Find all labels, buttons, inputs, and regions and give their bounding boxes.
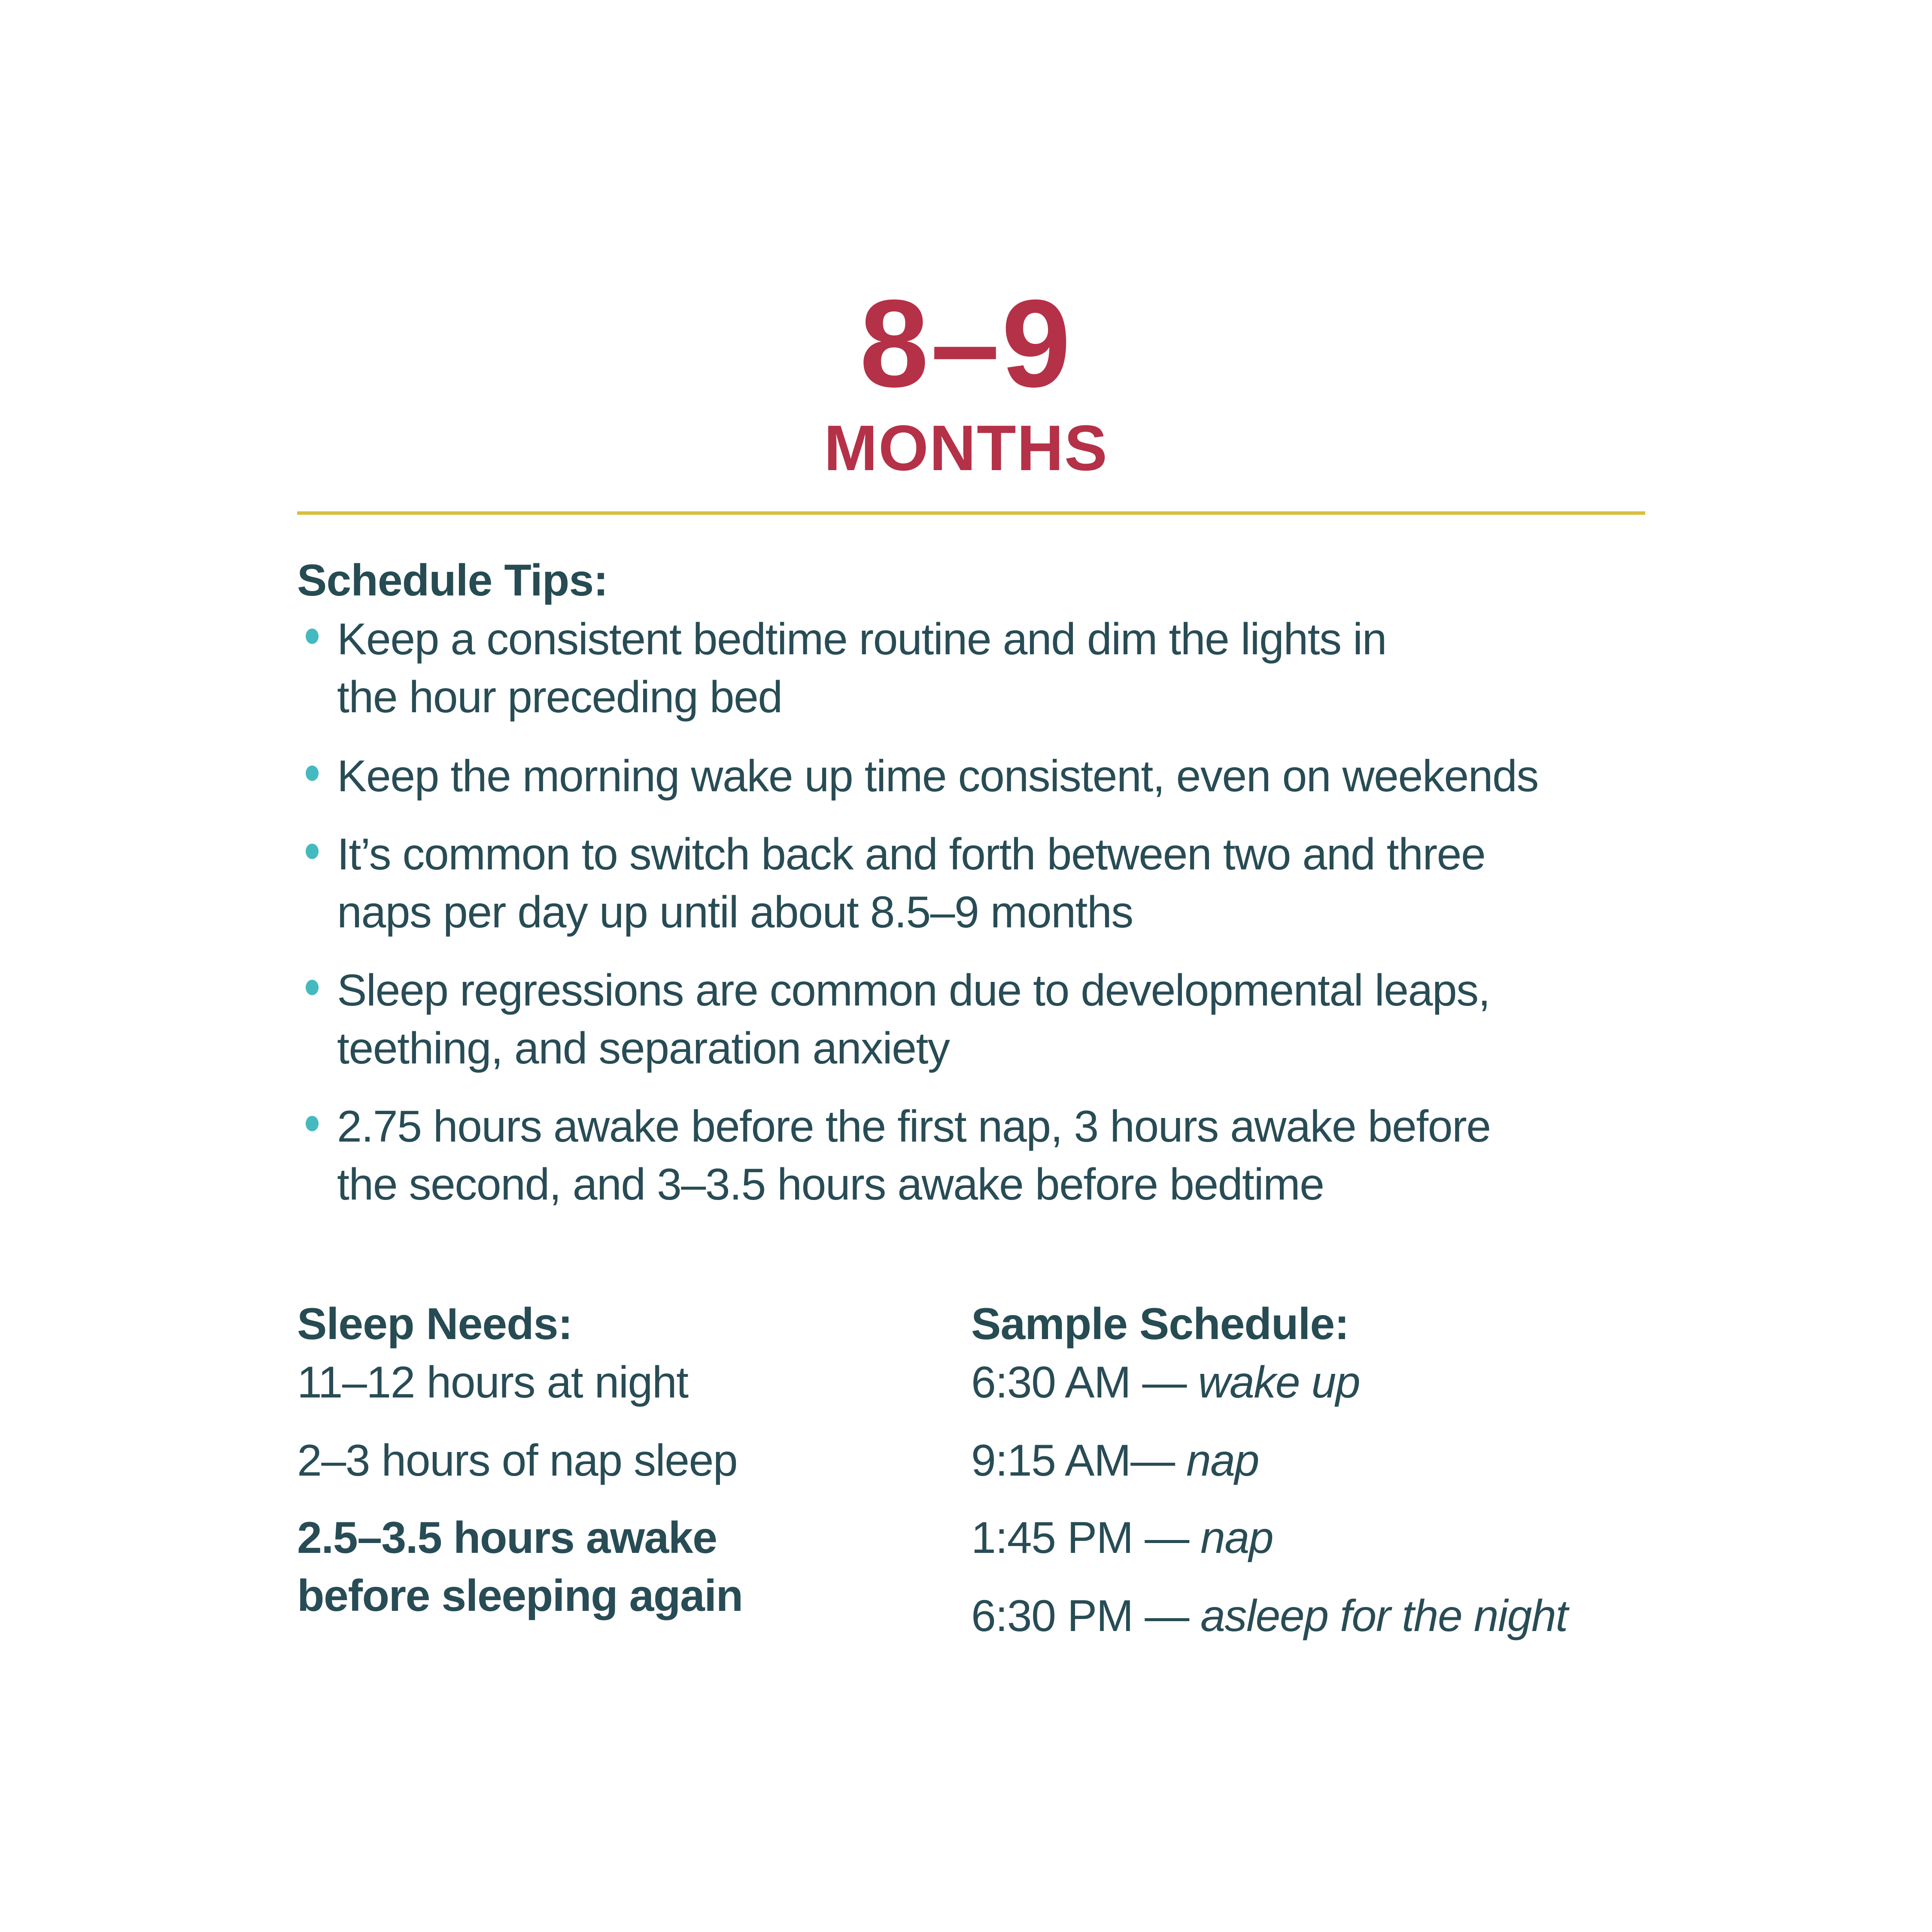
awake-window-line: 2.5–3.5 hours awake <box>297 1513 717 1563</box>
schedule-time: 1:45 PM — <box>971 1513 1201 1563</box>
schedule-activity: nap <box>1186 1436 1259 1485</box>
tip-line: teething, and separation anxiety <box>337 1024 950 1073</box>
schedule-entry <box>971 1513 1273 1563</box>
tip-line: Keep the morning wake up time consistent, even on weekends <box>337 751 1538 801</box>
schedule-tips-heading: Schedule Tips: <box>297 556 608 605</box>
tip-line: Keep a consistent bedtime routine and dim the lights in <box>337 614 1386 664</box>
tip-line: naps per day up until about 8.5–9 months <box>337 887 1133 937</box>
schedule-activity: asleep for the night <box>1200 1591 1567 1641</box>
bullet-icon <box>306 629 319 644</box>
schedule-entry <box>971 1591 1567 1641</box>
schedule-entry <box>971 1360 1360 1405</box>
bullet-icon <box>306 766 319 781</box>
tip-line: the second, and 3–3.5 hours awake before bedtime <box>337 1160 1324 1209</box>
sample-schedule-heading: Sample Schedule: <box>971 1299 1349 1349</box>
sleep-need-item: 2–3 hours of nap sleep <box>297 1436 738 1485</box>
schedule-time: 9:15 AM— <box>971 1436 1186 1485</box>
gold-divider <box>297 511 1645 515</box>
schedule-activity: wake up <box>1198 1358 1360 1407</box>
age-range-title: 8–9 <box>860 274 1072 413</box>
sleep-need-item: 11–12 hours at night <box>297 1358 688 1407</box>
age-unit-label: MONTHS <box>824 412 1108 484</box>
awake-window-line: before sleeping again <box>297 1571 743 1621</box>
schedule-activity: nap <box>1200 1513 1273 1563</box>
schedule-time: 6:30 AM — <box>971 1358 1198 1407</box>
schedule-time: 6:30 PM — <box>971 1591 1201 1641</box>
schedule-entry <box>971 1438 1259 1483</box>
bullet-icon <box>306 980 319 995</box>
sleep-needs-heading: Sleep Needs: <box>297 1299 573 1349</box>
tip-line: the hour preceding bed <box>337 672 782 722</box>
bullet-icon <box>306 844 319 859</box>
tip-line: Sleep regressions are common due to developmental leaps, <box>337 966 1490 1015</box>
tip-line: 2.75 hours awake before the first nap, 3 hours awake before <box>337 1102 1491 1151</box>
tip-line: It’s common to switch back and forth between two and three <box>337 829 1485 879</box>
bullet-icon <box>306 1116 319 1131</box>
